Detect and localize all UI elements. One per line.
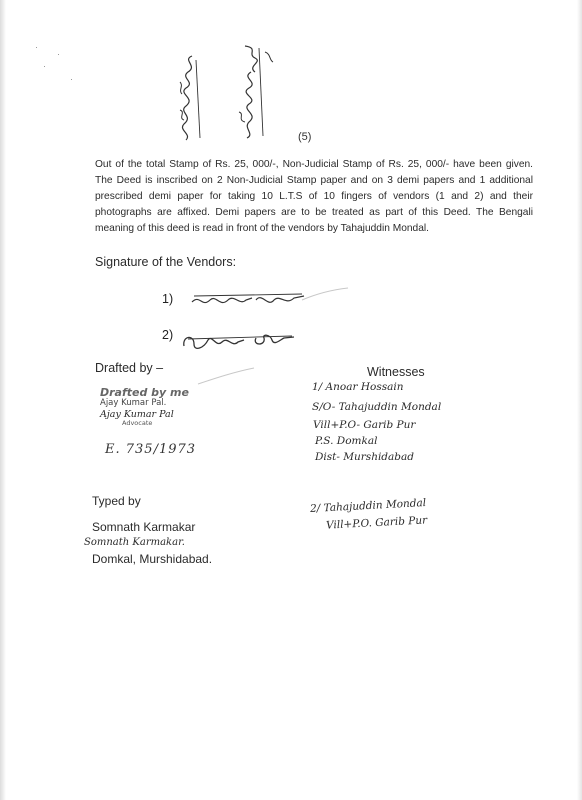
witness-1-district: Dist- Murshidabad bbox=[315, 451, 414, 463]
vendor-2-signature bbox=[180, 330, 300, 356]
page-number: (5) bbox=[298, 131, 312, 143]
scan-speck bbox=[44, 66, 45, 67]
witness-2-name: 2/ Tahajuddin Mondal bbox=[309, 496, 427, 516]
witness-1-name: 1/ Anoar Hossain bbox=[312, 381, 404, 393]
typist-name: Somnath Karmakar bbox=[92, 520, 196, 534]
vendors-signature-heading: Signature of the Vendors: bbox=[95, 255, 237, 269]
vertical-bengali-signature-1 bbox=[168, 52, 212, 144]
stamp-advocate-name: Ajay Kumar Pal. bbox=[100, 398, 167, 408]
typed-by-heading: Typed by bbox=[92, 494, 141, 508]
scan-speck bbox=[58, 54, 59, 55]
scan-speck bbox=[36, 47, 37, 48]
stamp-drafted-line: Drafted by me bbox=[100, 386, 189, 399]
witness-1-village: Vill+P.O- Garib Pur bbox=[313, 419, 416, 431]
advocate-signature: Ajay Kumar Pal bbox=[100, 409, 174, 420]
pencil-stroke bbox=[300, 286, 350, 302]
advocate-stamp bbox=[100, 386, 210, 427]
stamp-advocate-title: Advocate bbox=[122, 419, 153, 427]
vendor-number: 1) bbox=[162, 292, 174, 306]
witness-1-police-station: P.S. Domkal bbox=[315, 435, 378, 447]
vertical-bengali-signature-2 bbox=[225, 42, 281, 142]
typist-place: Domkal, Murshidabad. bbox=[92, 552, 213, 566]
advocate-registration-number: E. 735/1973 bbox=[105, 442, 197, 457]
page-edge-shadow-right bbox=[577, 0, 582, 800]
pencil-stroke bbox=[196, 366, 256, 386]
witness-2-village: Vill+P.O. Garib Pur bbox=[325, 514, 428, 532]
page-edge-shadow-left bbox=[0, 0, 6, 800]
typist-signature: Somnath Karmakar. bbox=[84, 537, 185, 548]
vendor-1-signature bbox=[190, 288, 310, 314]
drafted-by-heading: Drafted by – bbox=[95, 361, 164, 375]
witnesses-heading: Witnesses bbox=[367, 365, 425, 379]
scan-speck bbox=[71, 79, 72, 80]
deed-paragraph: Out of the total Stamp of Rs. 25, 000/-, Non-Judicial Stamp of Rs. 25, 000/- have been given. The Deed is inscribed on 2 Non-Judicial Stamp paper and on 3 demi papers and 1 additional prescribed demi paper for taking 10 L.T.S of 10 fingers of vendors (1 and 2) and their photographs are affixed. Demi papers are to be treated as part of this Deed. The Bengali meaning of this deed is read in front of the vendors by Tahajuddin Mondal. bbox=[95, 159, 533, 234]
witness-1-parent: S/O- Tahajuddin Mondal bbox=[312, 401, 442, 413]
vendor-number: 2) bbox=[162, 328, 174, 342]
